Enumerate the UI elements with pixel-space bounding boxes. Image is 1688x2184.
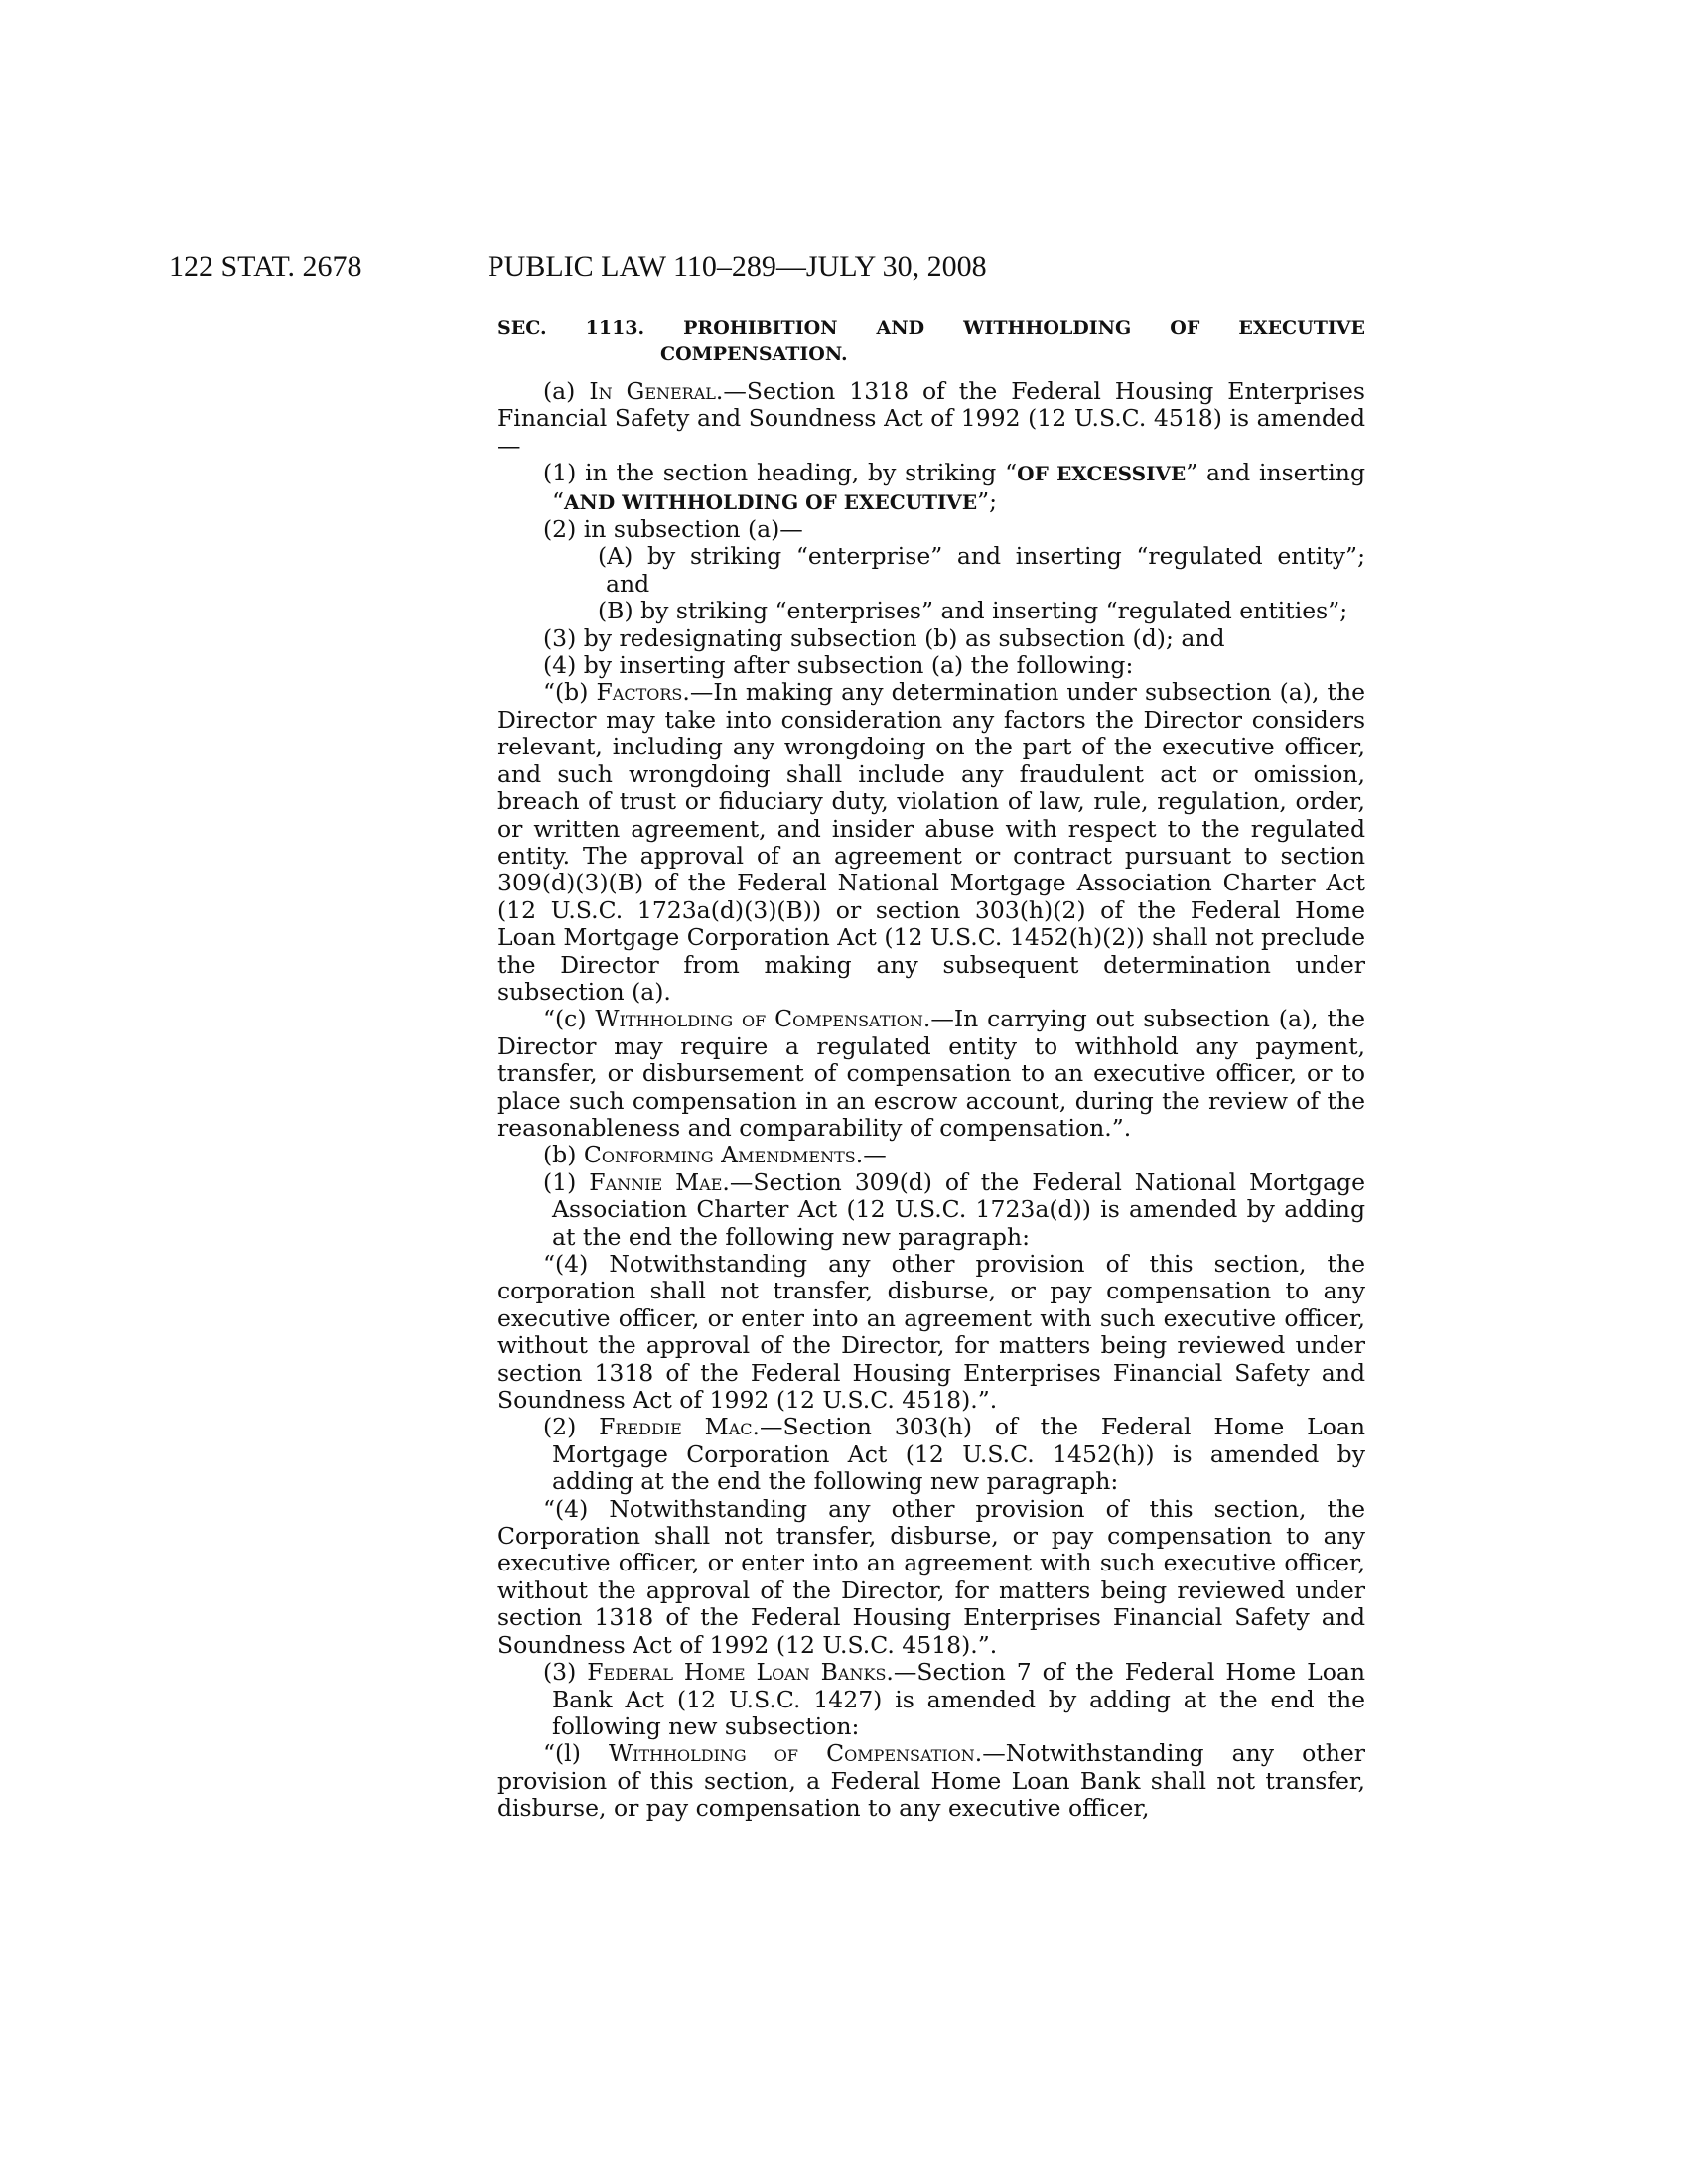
running-header — [0, 250, 1688, 290]
paragraph-b-1: (1) Fannie Mae.—Section 309(d) of the Federal National Mortgage Association Charter Act (12 U.S.C. 1723a(d)) is amended by adding at the end the following new paragraph: — [543, 1167, 1365, 1251]
caption: Freddie Mac — [599, 1413, 753, 1441]
section-heading: SEC. 1113. PROHIBITION AND WITHHOLDING OF EXECUTIVE COMPENSATION. — [497, 317, 1365, 365]
caption: In General — [589, 377, 716, 405]
subsection-b: (b) Conforming Amendments.— — [543, 1141, 887, 1169]
quoted-paragraph-freddie: “(4) Notwithstanding any other provision of this section, the Corporation shall not transfer, disburse, or pay compensation to any executive officer, or enter into an agreement with such executive officer, without the approval of the Director, for matters being reviewed under section 1318 of the Federal Housing Enterprises Financial Safety and Soundness Act of 1992 (12 U.S.C. 4518).”. — [497, 1494, 1365, 1659]
paragraph-b-3: (3) Federal Home Loan Banks.—Section 7 of the Federal Home Loan Bank Act (12 U.S.C. 1427) is amended by adding at the end the following new subsection: — [543, 1658, 1365, 1740]
stat-page-number: 122 STAT. 2678 — [169, 250, 362, 283]
clause-a-2-A: (A) by striking “enterprise” and inserting “regulated entity”; and — [598, 542, 1365, 598]
caption: Fannie Mae — [589, 1167, 723, 1196]
paragraph-a-4: (4) by inserting after subsection (a) the following: — [543, 651, 1134, 680]
quoted-paragraph-fannie: “(4) Notwithstanding any other provision of this section, the corporation shall not transfer, disburse, or pay compensation to any executive officer, or enter into an agreement with such executive officer, without the approval of the Director, for matters being reviewed under section 1318 of the Federal Housing Enterprises Financial Safety and Soundness Act of 1992 (12 U.S.C. 4518).”. — [497, 1250, 1365, 1415]
clause-a-2-B: (B) by striking “enterprises” and inserting “regulated entities”; — [598, 597, 1348, 625]
subsection-a: (a) In General.—Section 1318 of the Federal Housing Enterprises Financial Safety and Soundness Act of 1992 (12 U.S.C. 4518) is amended— — [497, 377, 1365, 460]
caption: Federal Home Loan Banks — [587, 1658, 887, 1687]
quoted-subsection-l: “(l) Withholding of Compensation.—Notwithstanding any other provision of this section, a Federal Home Loan Bank shall not transfer, disburse, or pay compensation to any executive officer, — [497, 1739, 1366, 1823]
quoted-subsection-b: “(b) Factors.—In making any determination under subsection (a), the Director may take into consideration any factors the Director considers relevant, including any wrongdoing on the part of the executive officer, and such wrongdoing shall include any fraudulent act or omission, breach of trust or fiduciary duty, violation of law, rule, regulation, order, or written agreement, and insider abuse with respect to the regulated entity. The approval of an agreement or contract pursuant to section 309(d)(3)(B) of the Federal National Mortgage Association Charter Act (12 U.S.C. 1723a(d)(3)(B)) or section 303(h)(2) of the Federal Home Loan Mortgage Corporation Act (12 U.S.C. 1452(h)(2)) shall not preclude the Director from making any subsequent determination under subsection (a). — [497, 678, 1365, 1006]
caption: Factors — [596, 678, 683, 707]
paragraph-a-1: (1) in the section heading, by striking “OF EXCESSIVE” and inserting “AND WITHHOLDING OF EXECUTIVE”; — [543, 459, 1365, 515]
caption: Withholding of Compensation — [608, 1739, 975, 1768]
caption: Withholding of Compensation — [595, 1005, 923, 1033]
paragraph-b-2: (2) Freddie Mac.—Section 303(h) of the Federal Home Loan Mortgage Corporation Act (12 U.S.C. 1452(h)) is amended by adding at the end the following new paragraph: — [543, 1413, 1365, 1496]
paragraph-a-2: (2) in subsection (a)— — [543, 515, 803, 544]
public-law-title: PUBLIC LAW 110–289—JULY 30, 2008 — [488, 250, 987, 283]
paragraph-a-3: (3) by redesignating subsection (b) as subsection (d); and — [543, 623, 1225, 652]
quoted-subsection-c: “(c) Withholding of Compensation.—In carrying out subsection (a), the Director may require a regulated entity to withhold any payment, transfer, or disbursement of compensation to an executive officer, or to place such compensation in an escrow account, during the review of the reasonableness and comparability of compensation.”. — [497, 1005, 1366, 1142]
document-body — [497, 315, 1365, 1823]
caption: Conforming Amendments — [583, 1141, 856, 1169]
